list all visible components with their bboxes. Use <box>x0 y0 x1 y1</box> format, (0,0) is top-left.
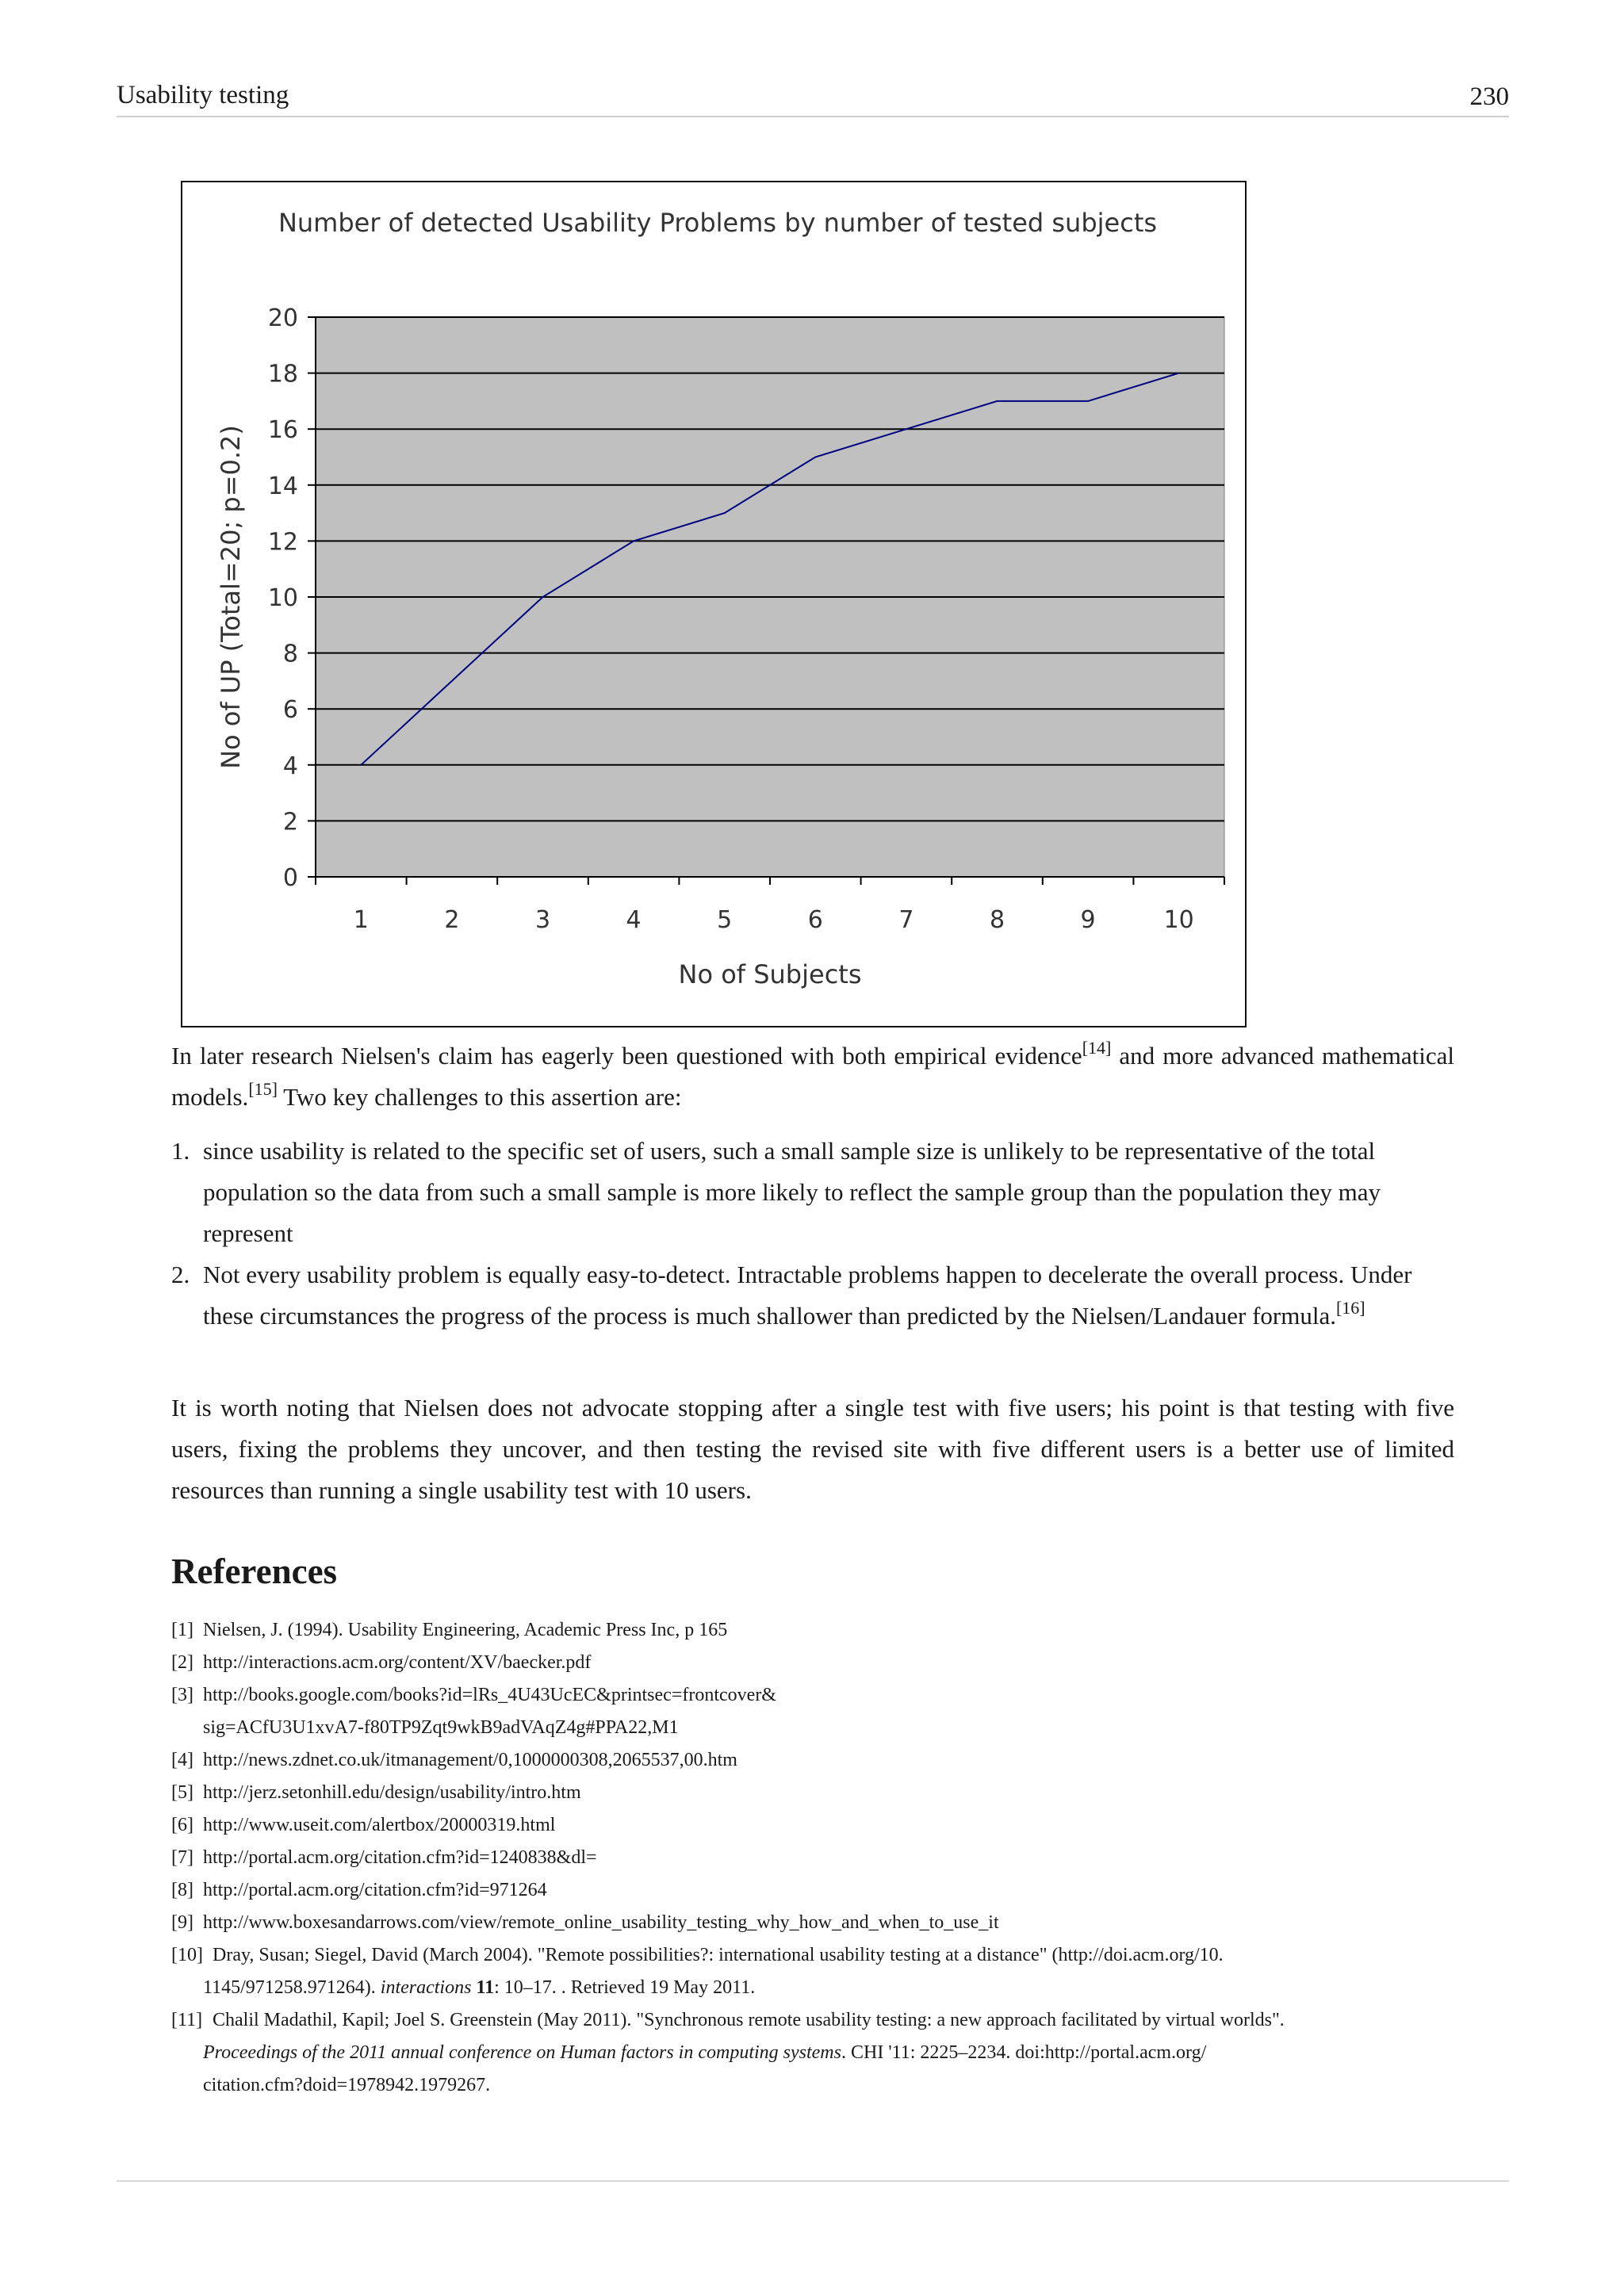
page-number: 230 <box>1469 82 1509 111</box>
running-title: Usability testing <box>117 81 289 109</box>
x-tick-label: 8 <box>989 906 1005 934</box>
reference-item <box>171 1939 1472 2004</box>
reference-item <box>171 1679 1472 1744</box>
y-tick-labels <box>268 304 298 892</box>
paragraph-nielsen-note: It is worth noting that Nielsen does not advocate stopping after a single test with five users; his point is that testing with five users, fixing the problems they uncover, and then testing the revised site with five different users is a better use of limited resources than running a single usability test with 10 users. <box>171 1394 1454 1504</box>
x-tick-label: 3 <box>534 906 551 934</box>
reference-item <box>171 1874 1472 1907</box>
y-axis-label: No of UP (Total=20; p=0.2) <box>216 425 246 769</box>
citation-14[interactable]: [14] <box>1082 1038 1112 1058</box>
y-tick-label: 2 <box>282 808 298 836</box>
ref-link[interactable]: http://www.boxesandarrows.com/view/remote_online_usability_testing_why_how_and_when_to_use_it <box>203 1912 999 1933</box>
reference-item <box>171 1777 1472 1809</box>
x-tick-label: 5 <box>717 906 733 934</box>
ref-number: [4] <box>171 1750 193 1770</box>
ref-journal: interactions <box>380 1977 472 1998</box>
chart-figure <box>181 181 1247 1027</box>
x-tick-label: 1 <box>353 906 369 934</box>
reference-item <box>171 1744 1472 1777</box>
y-tick-label: 20 <box>267 304 298 332</box>
y-tick-label: 0 <box>282 864 298 892</box>
citation-16[interactable]: [16] <box>1335 1298 1365 1318</box>
citation-15[interactable]: [15] <box>248 1079 278 1099</box>
x-axis-label: No of Subjects <box>678 959 862 989</box>
y-tick-label: 8 <box>282 640 298 668</box>
ref-link[interactable]: http://news.zdnet.co.uk/itmanagement/0,1000000308,2065537,00.htm <box>203 1750 737 1770</box>
x-tick-label: 4 <box>626 906 642 934</box>
footer-rule <box>117 2180 1509 2182</box>
ref-number: [8] <box>171 1880 193 1900</box>
list-number: 2. <box>171 1261 190 1288</box>
ref-doi-link[interactable]: citation.cfm?doid=1978942.1979267. <box>203 2075 491 2095</box>
chart-title: Number of detected Usability Problems by number of tested subjects <box>278 208 1158 238</box>
references-list <box>171 1614 1472 2102</box>
ref-volume: 11 <box>471 1977 495 1998</box>
y-tick-label: 4 <box>282 752 298 780</box>
ref-link[interactable]: http://portal.acm.org/citation.cfm?id=1240838&dl= <box>203 1847 597 1868</box>
page-header <box>117 76 1509 117</box>
y-tick-label: 18 <box>267 360 298 388</box>
x-tick-label: 9 <box>1080 906 1096 934</box>
reference-item <box>171 1614 1472 1647</box>
y-tick-label: 12 <box>267 528 298 557</box>
x-tick-label: 7 <box>898 906 914 934</box>
ref-link[interactable]: http://www.useit.com/alertbox/20000319.html <box>203 1815 556 1835</box>
y-tick-label: 14 <box>267 472 298 500</box>
ref-text: Chalil Madathil, Kapil; Joel S. Greenstein (May 2011). "Synchronous remote usability testing: a new approach facilitated by virtual worlds". <box>213 2010 1285 2030</box>
y-tick-label: 6 <box>282 696 298 725</box>
list-number: 1. <box>171 1137 190 1165</box>
ref-number: [2] <box>171 1652 193 1673</box>
reference-item <box>171 1842 1472 1874</box>
reference-item <box>171 1647 1472 1679</box>
list-text: since usability is related to the specific set of users, such a small sample size is unlikely to be representative of the total population so the data from such a small sample is more likely to reflect the sample group than the population they may represent <box>203 1137 1381 1247</box>
ref-text-continued <box>203 1972 1472 2004</box>
ref-number: [11] <box>171 2010 203 2030</box>
line-chart <box>182 182 1245 1026</box>
x-tick-labels <box>354 906 1194 934</box>
reference-item <box>171 1907 1472 1939</box>
ref-number: [6] <box>171 1815 193 1835</box>
ref-text-continued <box>203 2037 1472 2069</box>
ref-number: [5] <box>171 1782 193 1803</box>
ref-text: Nielsen, J. (1994). Usability Engineering, Academic Press Inc, p 165 <box>203 1620 728 1640</box>
ref-number: [9] <box>171 1912 193 1933</box>
ref-link[interactable]: http://portal.acm.org/citation.cfm?id=971264 <box>203 1880 547 1900</box>
ref-number: [1] <box>171 1620 193 1640</box>
y-tick-label: 16 <box>267 416 298 445</box>
paragraph-intro <box>171 1035 1454 1118</box>
list-item <box>171 1131 1454 1254</box>
list-text: Not every usability problem is equally easy-to-detect. Intractable problems happen to decelerate the overall process. Under these circumstances the progress of the process is much shallower than predicted by the Nielsen/Landauer formula. <box>203 1261 1412 1330</box>
x-tick-label: 10 <box>1163 906 1194 934</box>
references-heading: References <box>171 1552 338 1591</box>
ref-link[interactable]: http://interactions.acm.org/content/XV/baecker.pdf <box>203 1652 592 1673</box>
reference-item <box>171 1809 1472 1842</box>
ref-number: [3] <box>171 1685 193 1705</box>
y-tick-label: 10 <box>267 584 298 612</box>
ref-doi[interactable]: 1145/971258.971264). <box>203 1977 381 1998</box>
ref-pages: : 10–17. . Retrieved 19 May 2011. <box>494 1977 756 1998</box>
ref-proceedings: Proceedings of the 2011 annual conference on Human factors in computing systems <box>203 2042 841 2063</box>
ref-number: [7] <box>171 1847 193 1868</box>
x-tick-label: 6 <box>807 906 823 934</box>
list-item <box>171 1254 1454 1337</box>
para-text: and more advanced mathematical models. <box>171 1042 1454 1111</box>
ref-text: Dray, Susan; Siegel, David (March 2004). "Remote possibilities?: international usability testing at a distance" (http://doi.acm.org/10. <box>213 1945 1224 1965</box>
ref-pages: . CHI '11: 2225–2234. doi:http://portal.acm.org/ <box>841 2042 1207 2063</box>
reference-item <box>171 2004 1472 2102</box>
x-tick-label: 2 <box>444 906 460 934</box>
challenges-list <box>171 1131 1454 1337</box>
para-text: Two key challenges to this assertion are: <box>277 1083 682 1111</box>
para-text: In later research Nielsen's claim has eagerly been questioned with both empirical evidence <box>171 1042 1082 1070</box>
ref-link[interactable]: http://books.google.com/books?id=lRs_4U43UcEC&printsec=frontcover& <box>203 1685 776 1705</box>
ref-link[interactable]: http://jerz.setonhill.edu/design/usability/intro.htm <box>203 1782 581 1803</box>
ref-link-continued[interactable]: sig=ACfU3U1xvA7-f80TP9Zqt9wkB9adVAqZ4g#PPA22,M1 <box>203 1717 679 1738</box>
ref-number: [10] <box>171 1945 203 1965</box>
